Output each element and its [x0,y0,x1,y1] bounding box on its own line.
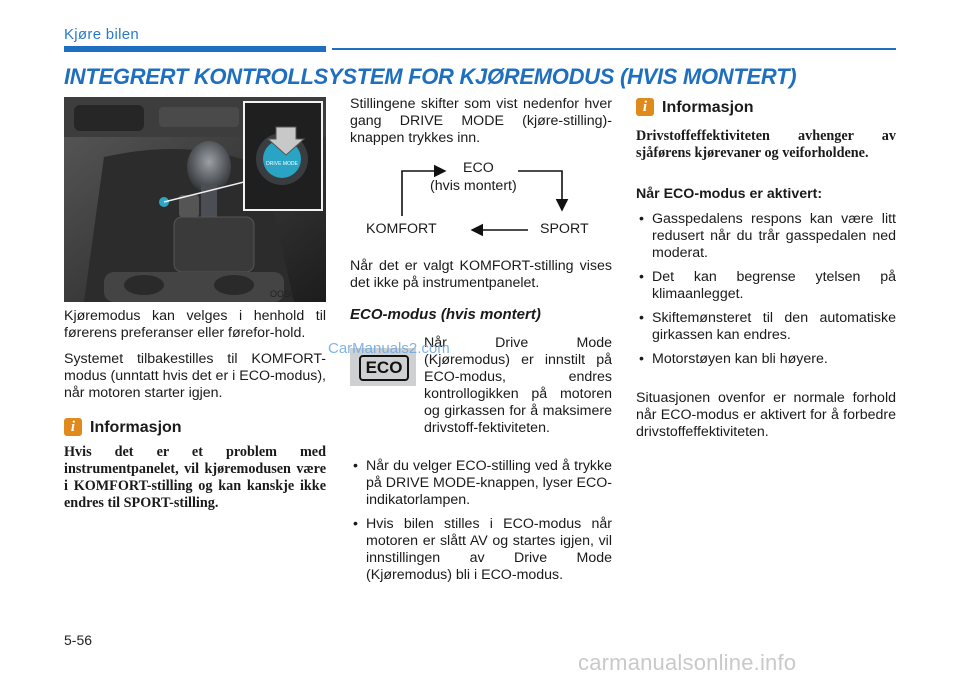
middle-column-lower [350,258,612,323]
paragraph: Når Drive Mode (Kjøremodus) er innstilt på ECO-modus, endres kontrollogikken på motoren og girkassen for å maksimere drivstoff-fektiviteten. [424,335,612,436]
list-item: • Skiftemønsteret til den automatiske girkassen kan endres. [636,310,896,344]
eco-bullets [350,458,612,591]
list-item: • Hvis bilen stilles i ECO-modus når motoren er slått AV og startes igjen, vil innstillingen av Drive Mode (Kjøremodus) bli i ECO-modus. [350,516,612,584]
section-label: Kjøre bilen [64,26,139,43]
right-column [636,98,896,450]
list-item: • Når du velger ECO-stilling ved å trykke på DRIVE MODE-knappen, lyser ECO-indikatorlampen. [350,458,612,509]
header-rule-thick [64,46,326,52]
button-label-text: DRIVE MODE [266,161,298,167]
paragraph: Kjøremodus kan velges i henhold til førerens preferanser eller førefor-hold. [64,308,326,341]
diagram-eco: ECO [463,160,494,176]
page-title: INTEGRERT KONTROLLSYSTEM FOR KJØREMODUS (HVIS MONTERT) [64,64,797,89]
middle-column [350,96,612,156]
diagram-sport: SPORT [540,221,589,237]
figure-code: OOS057060 [270,289,321,299]
bullet-list [350,458,612,584]
list-item: • Motorstøyen kan bli høyere. [636,351,896,368]
list-item: • Gasspedalens respons kan være litt redusert når du trår gasspedalen ned moderat. [636,211,896,262]
page-number: 5-56 [64,632,93,648]
paragraph: Når det er valgt KOMFORT-stilling vises det ikke på instrumentpanelet. [350,258,612,291]
diagram-komfort: KOMFORT [366,221,437,237]
list-item: • Det kan begrense ytelsen på klimaanlegget. [636,269,896,303]
info-icon: i [636,98,654,116]
diagram-eco-note: (hvis montert) [430,178,517,194]
eco-heading: ECO-modus (hvis montert) [350,306,541,323]
paragraph: Situasjonen ovenfor er normale forhold når ECO-modus er aktivert for å forbedre drivstoffeffektiviteten. [636,390,896,440]
eco-description [424,335,612,437]
drive-mode-diagram [350,158,612,248]
watermark-text: CarManuals2.com [328,340,450,357]
info-text: Drivstoffeffektiviteten avhenger av sjåførens kjørevaner og veiforholdene. [636,128,896,161]
footer-url: carmanualsonline.info [578,650,797,675]
eco-active-heading: Når ECO-modus er aktivert: [636,186,823,202]
info-heading [64,418,326,436]
info-title: Informasjon [90,418,182,436]
eco-indicator-label: ECO [359,355,409,381]
left-column [64,308,326,512]
header-rule-thin [332,48,896,50]
paragraph: Systemet tilbakestilles til KOMFORT-modus (unntatt hvis det er i ECO-modus), når motoren starter igjen. [64,351,326,401]
bullet-list [636,211,896,368]
info-icon: i [64,418,82,436]
info-heading [636,98,896,116]
paragraph: Stillingene skifter som vist nedenfor hver gang DRIVE MODE (kjøre-stilling)-knappen trykkes inn. [350,96,612,146]
info-title: Informasjon [662,98,754,116]
info-text: Hvis det er et problem med instrumentpanelet, vil kjøremodusen være i KOMFORT-stilling og kan kanskje ikke endres til SPORT-stilling. [64,444,326,511]
console-illustration [64,97,326,302]
drive-mode-photo [64,97,326,302]
